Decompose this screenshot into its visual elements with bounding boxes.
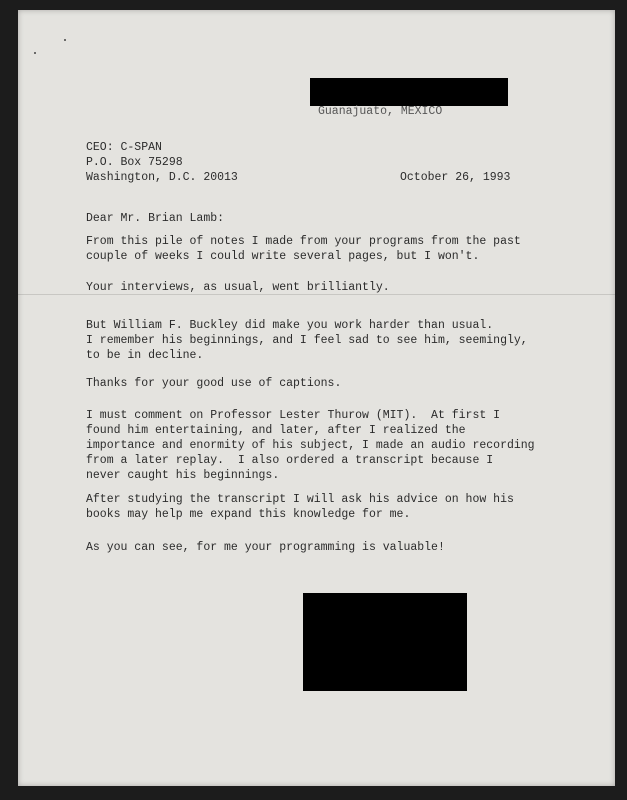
salutation: Dear Mr. Brian Lamb:	[86, 212, 225, 225]
paragraph-4: Thanks for your good use of captions.	[86, 377, 342, 390]
sender-location: Guanajuato, MEXICO	[318, 105, 443, 118]
recipient-line-3: Washington, D.C. 20013	[86, 171, 238, 184]
redacted-sender-name-block	[310, 78, 508, 106]
paper-speck	[64, 39, 66, 41]
recipient-line-2: P.O. Box 75298	[86, 156, 183, 169]
paragraph-7: As you can see, for me your programming is valuable!	[86, 541, 445, 554]
letter-page	[18, 10, 615, 786]
paragraph-3: But William F. Buckley did make you work harder than usual. I remember his beginnings, and I feel sad to see him, seemingly, to be in decline.	[86, 319, 528, 362]
paper-speck	[34, 52, 36, 54]
paragraph-5: I must comment on Professor Lester Thurow (MIT). At first I found him entertaining, and later, after I realized the importance and enormity of his subject, I made an audio recording from a later replay. I also ordered a transcript because I never caught his beginnings.	[86, 409, 535, 482]
recipient-line-1: CEO: C-SPAN	[86, 141, 162, 154]
paragraph-2: Your interviews, as usual, went brilliantly.	[86, 281, 390, 294]
paragraph-6: After studying the transcript I will ask his advice on how his books may help me expand this knowledge for me.	[86, 493, 514, 521]
redacted-signature-block	[303, 593, 467, 691]
letter-date: October 26, 1993	[400, 171, 511, 184]
paragraph-1: From this pile of notes I made from your programs from the past couple of weeks I could write several pages, but I won't.	[86, 235, 521, 263]
